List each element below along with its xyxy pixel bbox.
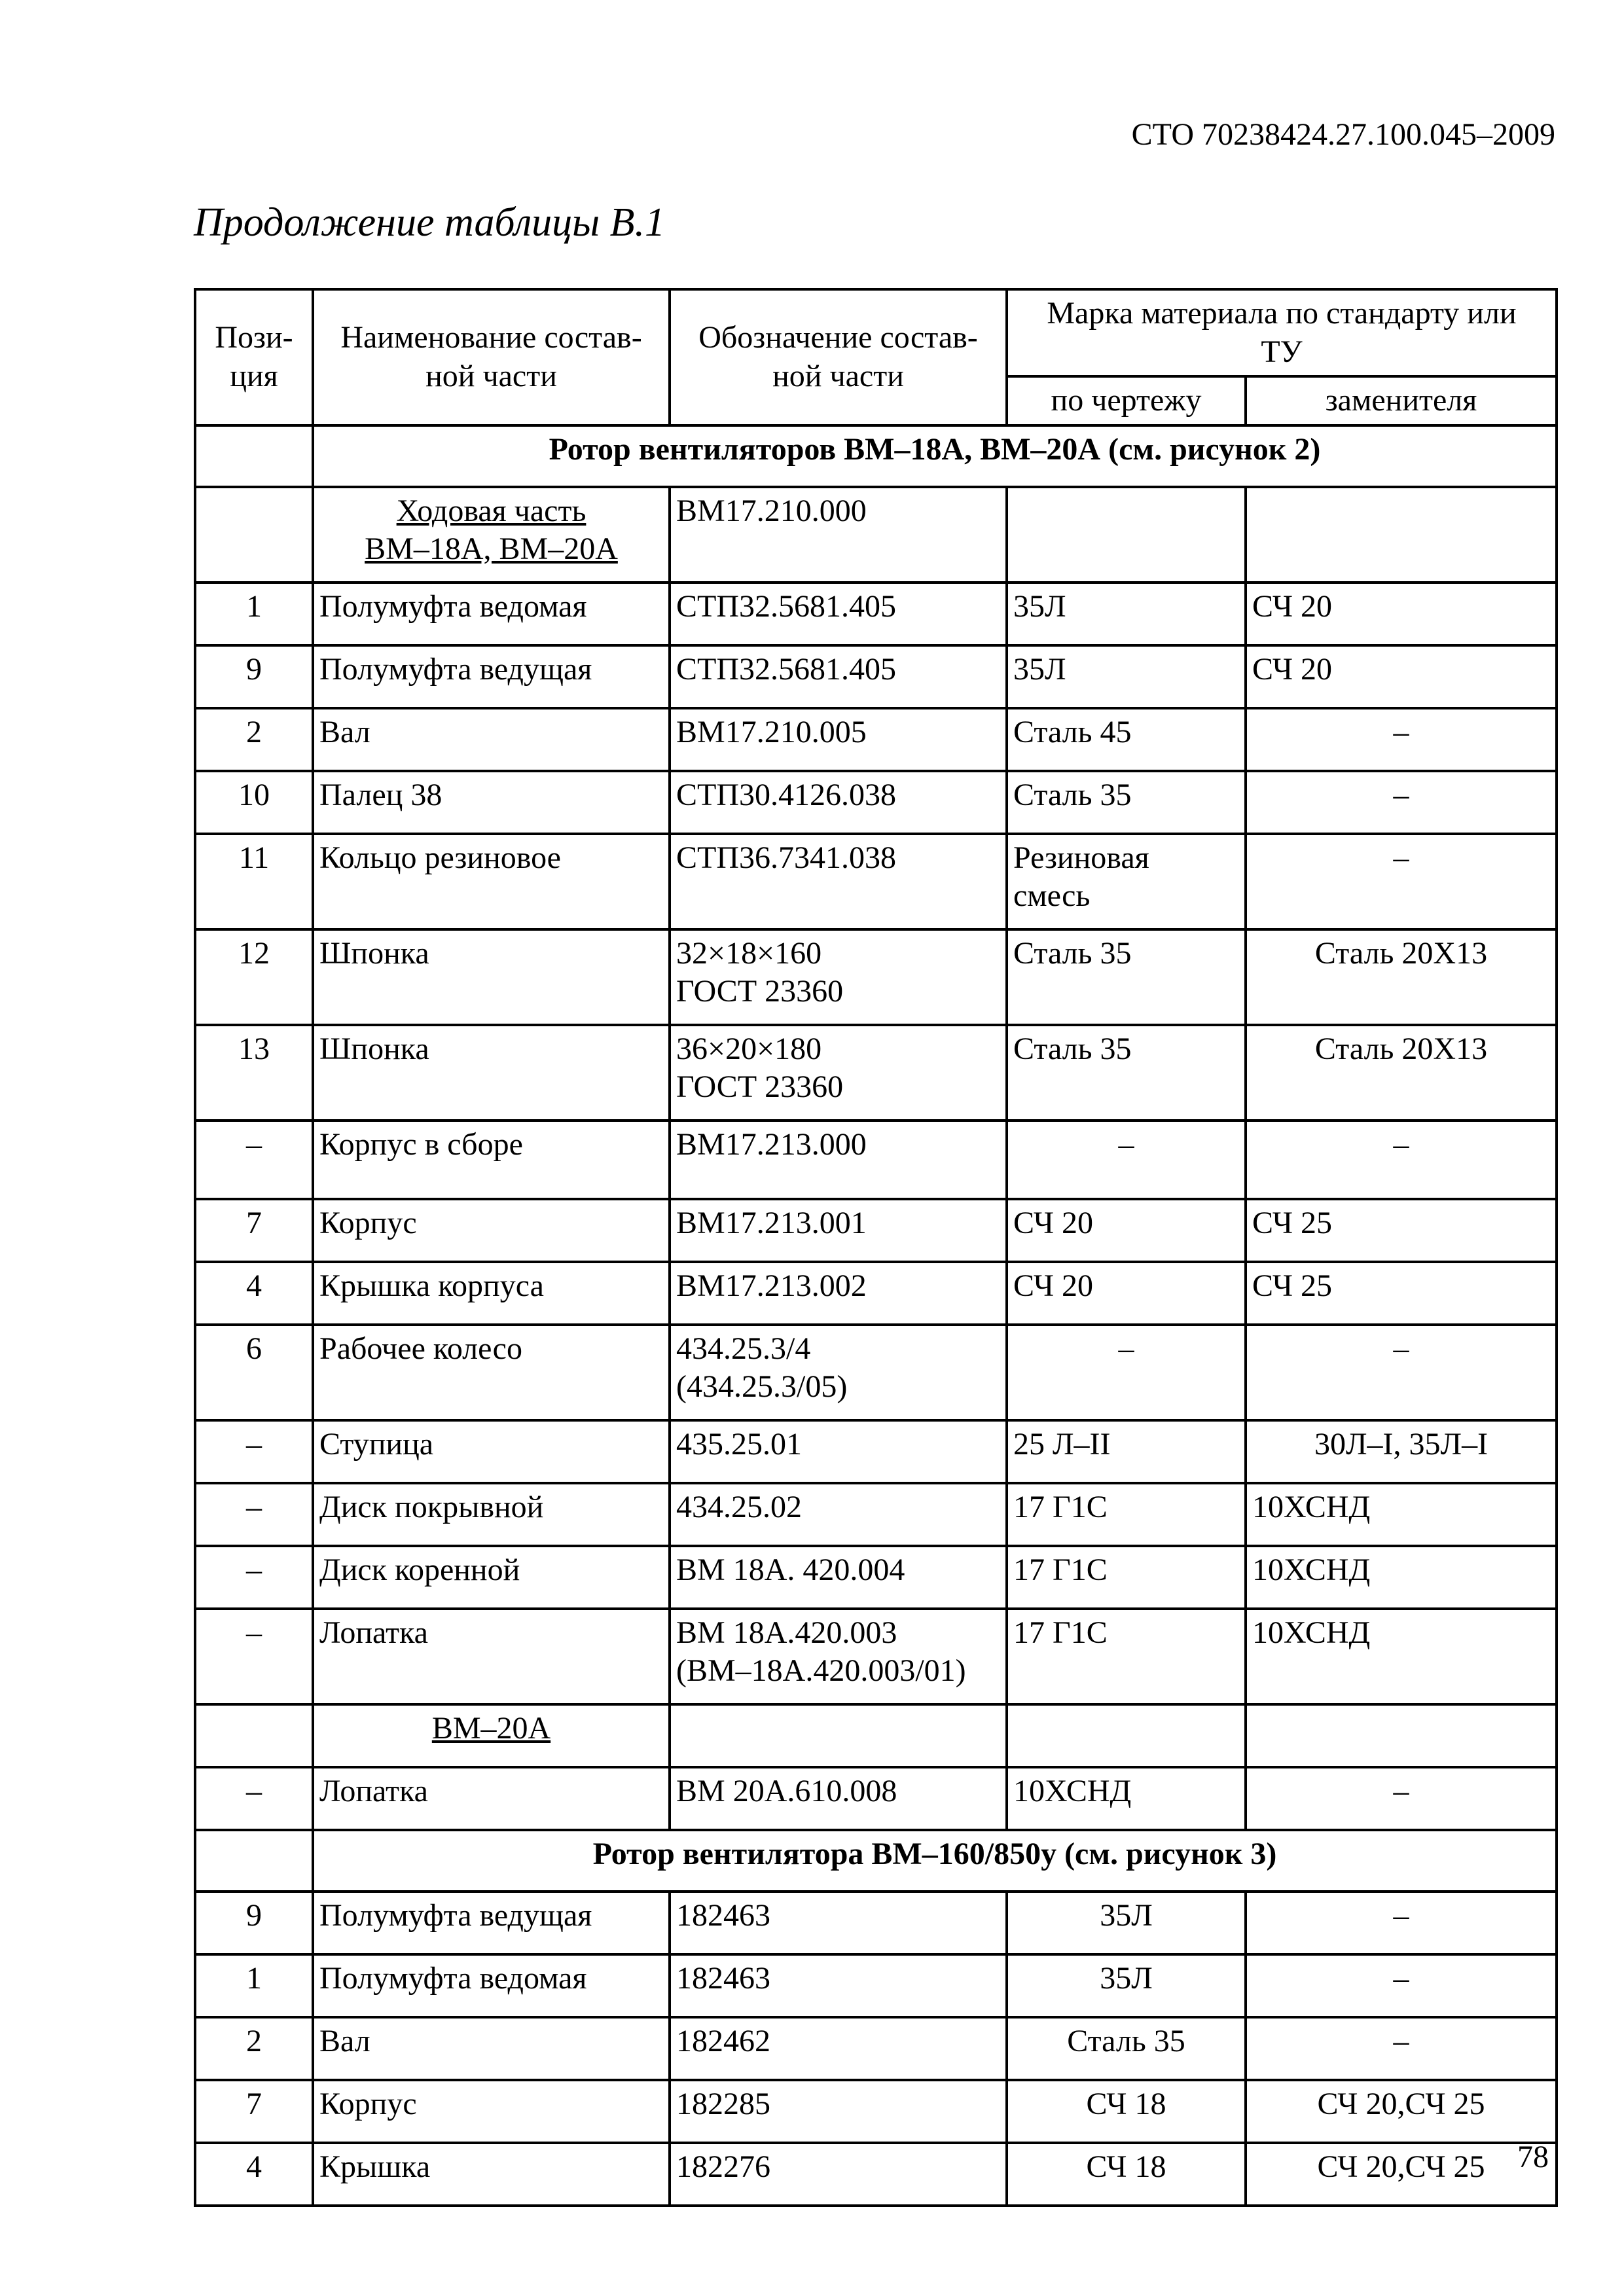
cell-designation: СТП36.7341.038 [670, 834, 1007, 929]
cell-designation: ВМ 18А.420.003 (ВМ–18А.420.003/01) [670, 1609, 1007, 1704]
subsection-title: ВМ–20А [313, 1704, 670, 1767]
cell-name: Палец 38 [313, 771, 670, 834]
cell-substitute: СЧ 20 [1246, 583, 1557, 645]
cell-by-drawing: СЧ 18 [1007, 2080, 1246, 2143]
cell-by-drawing: 35Л [1007, 583, 1246, 645]
cell-name: Рабочее колесо [313, 1325, 670, 1420]
cell-name: Корпус [313, 1199, 670, 1262]
cell-substitute: – [1246, 1121, 1557, 1199]
cell-name: Корпус [313, 2080, 670, 2143]
cell-substitute: Сталь 20Х13 [1246, 1025, 1557, 1121]
table-row [195, 1325, 1557, 1420]
cell-position: – [195, 1546, 313, 1609]
cell-position: 10 [195, 771, 313, 834]
cell-name: Диск покрывной [313, 1483, 670, 1546]
table-cell-empty [670, 1704, 1007, 1767]
cell-by-drawing: Сталь 35 [1007, 2017, 1246, 2080]
cell-designation: 435.25.01 [670, 1420, 1007, 1483]
cell-substitute: – [1246, 1325, 1557, 1420]
table-row [195, 1420, 1557, 1483]
table-row [195, 1025, 1557, 1121]
cell-position: – [195, 1767, 313, 1830]
table-row [195, 929, 1557, 1025]
cell-designation: СТП32.5681.405 [670, 583, 1007, 645]
page-number: 78 [1517, 2140, 1549, 2174]
col-header-substitute: заменителя [1246, 376, 1557, 425]
cell-designation: ВМ17.213.000 [670, 1121, 1007, 1199]
col-header-designation: Обозначение состав- ной части [670, 289, 1007, 425]
table-row [195, 1767, 1557, 1830]
cell-position: – [195, 1609, 313, 1704]
cell-position: 7 [195, 2080, 313, 2143]
cell-by-drawing: – [1007, 1121, 1246, 1199]
cell-name: Вал [313, 2017, 670, 2080]
cell-by-drawing: – [1007, 1325, 1246, 1420]
subsection-title: Ходовая часть ВМ–18А, ВМ–20А [313, 487, 670, 583]
table-row [195, 1121, 1557, 1199]
cell-position: 11 [195, 834, 313, 929]
cell-substitute: – [1246, 708, 1557, 771]
cell-designation: ВМ 18А. 420.004 [670, 1546, 1007, 1609]
cell-substitute: 10ХСНД [1246, 1546, 1557, 1609]
table-row [195, 2143, 1557, 2206]
cell-position: 13 [195, 1025, 313, 1121]
cell-by-drawing: 25 Л–II [1007, 1420, 1246, 1483]
cell-designation: 434.25.02 [670, 1483, 1007, 1546]
cell-by-drawing: 17 Г1С [1007, 1483, 1246, 1546]
cell-name: Диск коренной [313, 1546, 670, 1609]
cell-by-drawing: 35Л [1007, 1892, 1246, 1954]
cell-by-drawing: 35Л [1007, 1954, 1246, 2017]
cell-substitute: – [1246, 1954, 1557, 2017]
cell-designation: 182463 [670, 1954, 1007, 2017]
cell-by-drawing: 35Л [1007, 645, 1246, 708]
table-row [195, 1483, 1557, 1546]
cell-position: 2 [195, 708, 313, 771]
section-title: Ротор вентилятора ВМ–160/850у (см. рисунок 3) [313, 1830, 1557, 1892]
document-code: СТО 70238424.27.100.045–2009 [1131, 117, 1555, 152]
table-row [195, 708, 1557, 771]
cell-substitute: СЧ 20 [1246, 645, 1557, 708]
cell-substitute: Сталь 20Х13 [1246, 929, 1557, 1025]
cell-by-drawing: Сталь 35 [1007, 929, 1246, 1025]
cell-position: 4 [195, 1262, 313, 1325]
table-row [195, 1954, 1557, 2017]
section-spacer-cell [195, 425, 313, 487]
cell-designation: ВМ 20А.610.008 [670, 1767, 1007, 1830]
cell-name: Крышка корпуса [313, 1262, 670, 1325]
cell-designation: СТП30.4126.038 [670, 771, 1007, 834]
cell-designation: 182285 [670, 2080, 1007, 2143]
cell-designation: 434.25.3/4 (434.25.3/05) [670, 1325, 1007, 1420]
table-row [195, 771, 1557, 834]
table-cell-empty [1007, 487, 1246, 583]
cell-name: Полумуфта ведомая [313, 583, 670, 645]
table-row [195, 1199, 1557, 1262]
section-spacer-cell [195, 1830, 313, 1892]
cell-position: – [195, 1420, 313, 1483]
col-header-name: Наименование состав- ной части [313, 289, 670, 425]
cell-substitute: – [1246, 771, 1557, 834]
materials-table [194, 288, 1558, 2207]
table-row [195, 1892, 1557, 1954]
cell-substitute: СЧ 25 [1246, 1199, 1557, 1262]
cell-name: Полумуфта ведущая [313, 1892, 670, 1954]
cell-name: Шпонка [313, 1025, 670, 1121]
cell-name: Корпус в сборе [313, 1121, 670, 1199]
cell-by-drawing: 17 Г1С [1007, 1546, 1246, 1609]
table-row [195, 2080, 1557, 2143]
table-cell-empty [195, 487, 313, 583]
table-row [195, 583, 1557, 645]
cell-position: 12 [195, 929, 313, 1025]
cell-name: Лопатка [313, 1767, 670, 1830]
cell-name: Крышка [313, 2143, 670, 2206]
cell-position: 9 [195, 645, 313, 708]
cell-name: Полумуфта ведущая [313, 645, 670, 708]
table-row [195, 1609, 1557, 1704]
cell-designation: 182276 [670, 2143, 1007, 2206]
cell-by-drawing: Сталь 35 [1007, 771, 1246, 834]
table-row [195, 1262, 1557, 1325]
table-row [195, 834, 1557, 929]
cell-designation: ВМ17.213.001 [670, 1199, 1007, 1262]
cell-substitute: СЧ 20,СЧ 25 [1246, 2080, 1557, 2143]
cell-position: 2 [195, 2017, 313, 2080]
cell-designation: ВМ17.213.002 [670, 1262, 1007, 1325]
cell-substitute: – [1246, 1892, 1557, 1954]
cell-name: Шпонка [313, 929, 670, 1025]
cell-name: Ступица [313, 1420, 670, 1483]
table-cell-empty [1246, 1704, 1557, 1767]
table-cell-empty [1007, 1704, 1246, 1767]
cell-by-drawing: СЧ 20 [1007, 1199, 1246, 1262]
cell-position: 9 [195, 1892, 313, 1954]
cell-designation: СТП32.5681.405 [670, 645, 1007, 708]
cell-name: Кольцо резиновое [313, 834, 670, 929]
table-cell-empty [195, 1704, 313, 1767]
cell-position: 1 [195, 583, 313, 645]
table-caption: Продолжение таблицы В.1 [194, 200, 666, 245]
table-row [195, 2017, 1557, 2080]
cell-substitute: 10ХСНД [1246, 1609, 1557, 1704]
cell-substitute: – [1246, 1767, 1557, 1830]
cell-designation: 182463 [670, 1892, 1007, 1954]
cell-name: Вал [313, 708, 670, 771]
cell-designation: ВМ17.210.005 [670, 708, 1007, 771]
cell-substitute: СЧ 20,СЧ 25 [1246, 2143, 1557, 2206]
cell-substitute: СЧ 25 [1246, 1262, 1557, 1325]
cell-position: 4 [195, 2143, 313, 2206]
cell-substitute: 10ХСНД [1246, 1483, 1557, 1546]
table-row [195, 645, 1557, 708]
cell-position: – [195, 1121, 313, 1199]
cell-substitute: – [1246, 834, 1557, 929]
cell-position: 1 [195, 1954, 313, 2017]
cell-position: 6 [195, 1325, 313, 1420]
cell-name: Лопатка [313, 1609, 670, 1704]
cell-position: 7 [195, 1199, 313, 1262]
subsection-code: ВМ17.210.000 [670, 487, 1007, 583]
cell-by-drawing: 10ХСНД [1007, 1767, 1246, 1830]
cell-designation: 36×20×180 ГОСТ 23360 [670, 1025, 1007, 1121]
cell-name: Полумуфта ведомая [313, 1954, 670, 2017]
cell-by-drawing: 17 Г1С [1007, 1609, 1246, 1704]
cell-designation: 182462 [670, 2017, 1007, 2080]
cell-substitute: 30Л–I, 35Л–I [1246, 1420, 1557, 1483]
cell-by-drawing: Резиновая смесь [1007, 834, 1246, 929]
table-row [195, 1546, 1557, 1609]
cell-by-drawing: Сталь 45 [1007, 708, 1246, 771]
section-title: Ротор вентиляторов ВМ–18А, ВМ–20А (см. рисунок 2) [313, 425, 1557, 487]
col-header-by-drawing: по чертежу [1007, 376, 1246, 425]
col-header-position: Пози- ция [195, 289, 313, 425]
table-cell-empty [1246, 487, 1557, 583]
cell-designation: 32×18×160 ГОСТ 23360 [670, 929, 1007, 1025]
cell-position: – [195, 1483, 313, 1546]
cell-by-drawing: Сталь 35 [1007, 1025, 1246, 1121]
cell-substitute: – [1246, 2017, 1557, 2080]
col-header-material: Марка материала по стандарту или ТУ [1007, 289, 1557, 376]
cell-by-drawing: СЧ 18 [1007, 2143, 1246, 2206]
cell-by-drawing: СЧ 20 [1007, 1262, 1246, 1325]
